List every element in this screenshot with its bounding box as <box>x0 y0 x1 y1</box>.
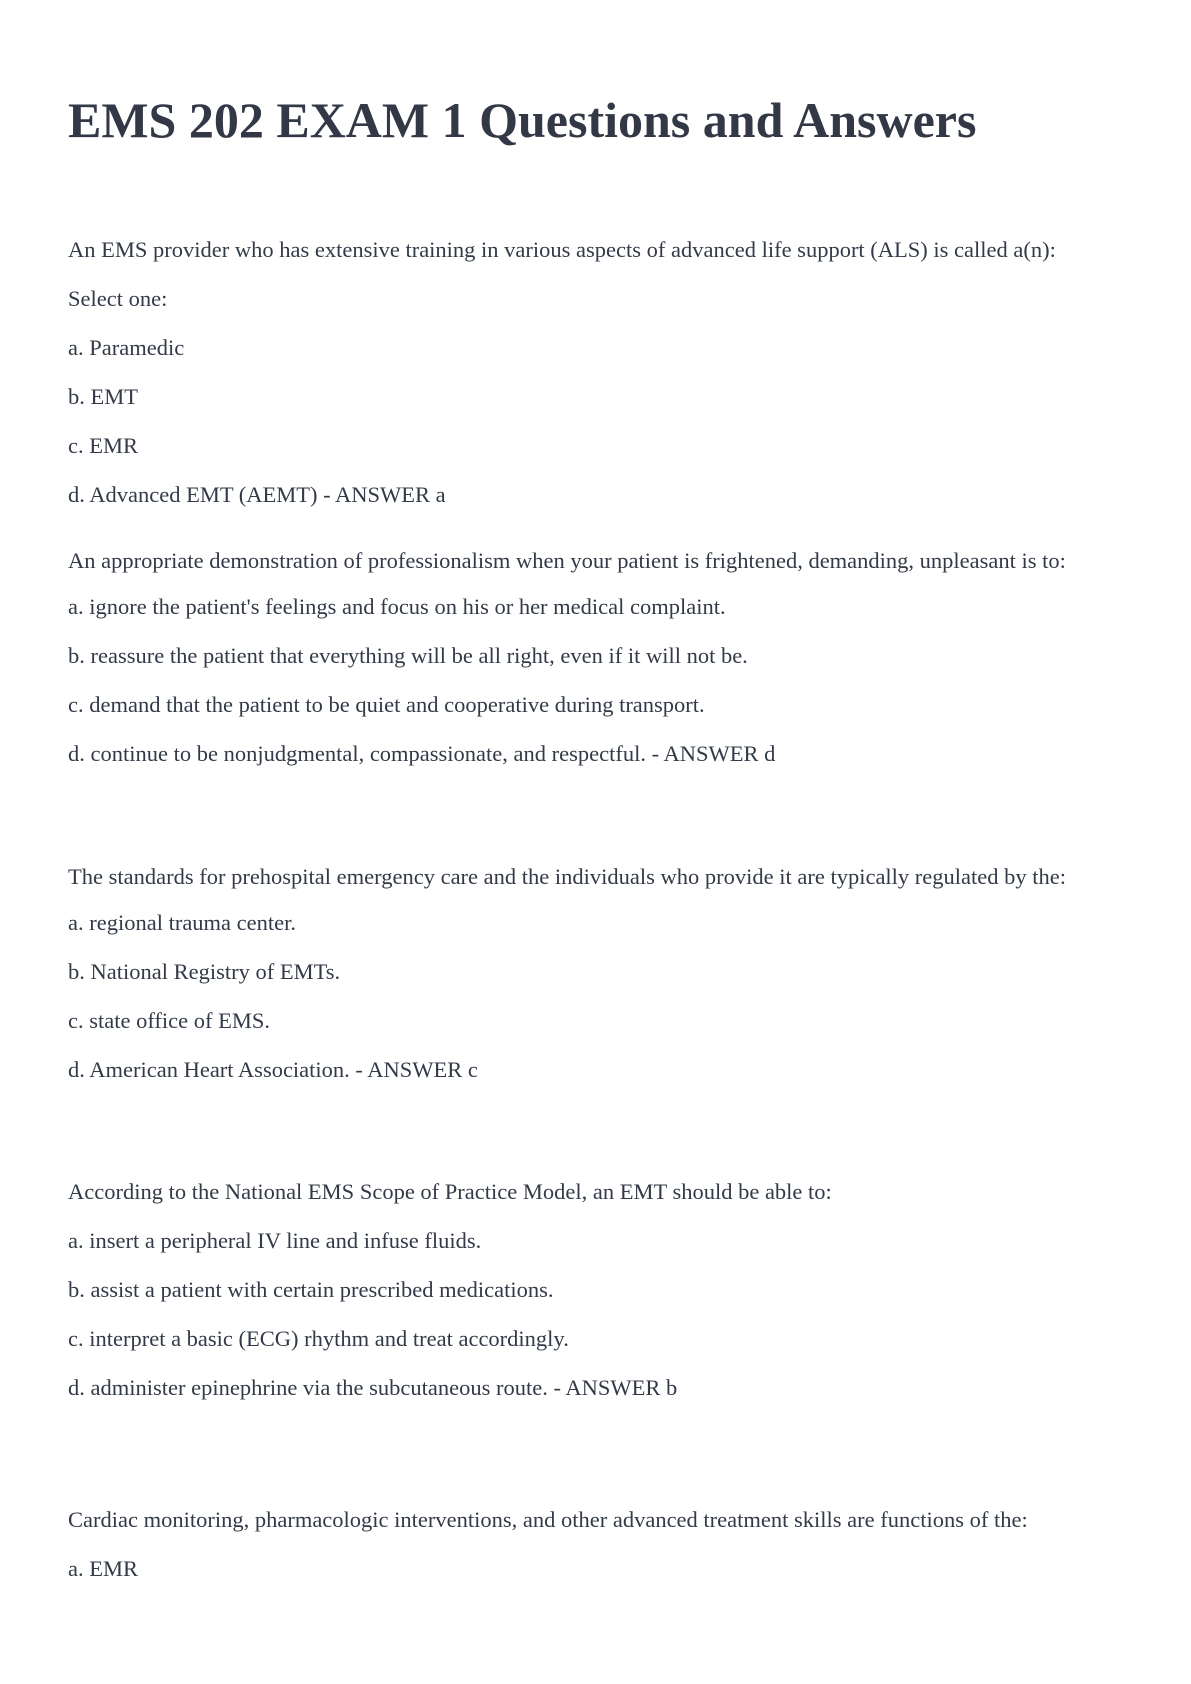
answer-option: b. assist a patient with certain prescribed medications. <box>68 1277 554 1302</box>
answer-option: a. ignore the patient's feelings and focus on his or her medical complaint. <box>68 594 726 619</box>
question-block <box>68 1178 1128 1423</box>
question-stem: The standards for prehospital emergency care and the individuals who provide it are typically regulated by the: <box>68 864 1066 889</box>
answer-option: b. reassure the patient that everything will be all right, even if it will not be. <box>68 643 748 668</box>
question-block <box>68 863 1128 1105</box>
answer-option: b. EMT <box>68 384 138 409</box>
question-stem: According to the National EMS Scope of Practice Model, an EMT should be able to: <box>68 1179 832 1204</box>
question-instruction: Select one: <box>68 286 168 311</box>
answer-option-with-answer: d. Advanced EMT (AEMT) - ANSWER a <box>68 482 446 507</box>
answer-option: c. state office of EMS. <box>68 1008 271 1033</box>
question-stem: An appropriate demonstration of professionalism when your patient is frightened, demanding, unpleasant is to: <box>68 548 1066 573</box>
answer-option: c. interpret a basic (ECG) rhythm and treat accordingly. <box>68 1326 569 1351</box>
answer-option: a. regional trauma center. <box>68 910 297 935</box>
question-block <box>68 1506 1128 1604</box>
answer-option-with-answer: d. continue to be nonjudgmental, compassionate, and respectful. - ANSWER d <box>68 741 776 766</box>
answer-option-with-answer: d. American Heart Association. - ANSWER c <box>68 1057 478 1082</box>
answer-option: a. EMR <box>68 1556 138 1581</box>
question-block <box>68 547 1128 789</box>
question-stem: An EMS provider who has extensive training in various aspects of advanced life support (ALS) is called a(n): <box>68 237 1056 262</box>
question-block <box>68 236 1128 530</box>
answer-option-with-answer: d. administer epinephrine via the subcutaneous route. - ANSWER b <box>68 1375 678 1400</box>
question-stem: Cardiac monitoring, pharmacologic interventions, and other advanced treatment skills are functions of the: <box>68 1507 1028 1532</box>
answer-option: c. EMR <box>68 433 138 458</box>
answer-option: a. Paramedic <box>68 335 185 360</box>
answer-option: c. demand that the patient to be quiet and cooperative during transport. <box>68 692 705 717</box>
answer-option: b. National Registry of EMTs. <box>68 959 341 984</box>
answer-option: a. insert a peripheral IV line and infuse fluids. <box>68 1228 482 1253</box>
document-title: EMS 202 EXAM 1 Questions and Answers <box>68 92 977 148</box>
